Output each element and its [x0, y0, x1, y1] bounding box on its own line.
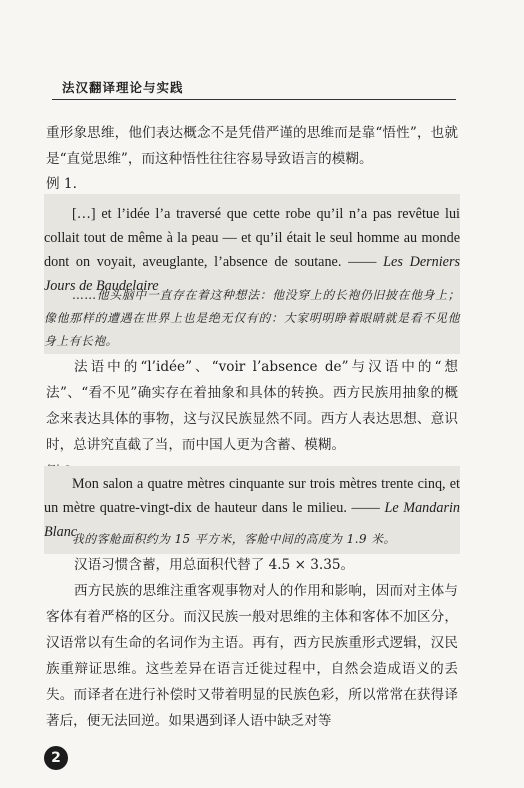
example-1-label: 例 1. [46, 176, 77, 192]
book-title: 法汉翻译理论与实践 [62, 80, 184, 95]
example-1-source: Les Derniers Jours de Baudelaire [44, 254, 461, 294]
paragraph-bottom: 西方民族的思维注重客观事物对人的作用和影响，因而对主体与客体有着严格的区分。而汉民族一般对思维的主体和客体不加区分，汉语常以有生命的名词作为主语。再有，西方民族重形式逻辑，汉民族重辩证思维。这些差异在语言迁徙过程中，自然会造成语义的丢失。而译者在进行补偿时又带着明显的民族色彩，所以常常在获得译著后，便无法回逆。如果遇到译人语中缺乏对等 [46, 583, 458, 729]
example-1-box [44, 194, 460, 354]
paragraph-mid: 法语中的“l’idée”、“voir l’absence de”与汉语中的“想法”、“看不见”确实存在着抽象和具体的转换。西方民族用抽象的概念来表达具体的事物，这与汉民族显然不同。西方人表达思想、意识时，总讲究直截了当，而中国人更为含蓄、模糊。 [46, 359, 458, 453]
page-number-badge: 2 [44, 746, 68, 770]
example-1-french-text: […] et l’idée l’a traversé que cette robe qu’il n’a pas revêtue lui collait tout de même à la peau — et qu’il était le seul homme au monde dont on voyait, aveuglante, l’absence de soutane. [44, 206, 460, 270]
paragraph-note: 汉语习惯含蓄，用总面积代替了 4.5 × 3.35。 [74, 557, 355, 573]
example-2-french-text: Mon salon a quatre mètres cinquante sur trois mètres trente cinq, et un mètre quatre-vingt-dix de hauteur dans le milieu. [44, 476, 460, 516]
example-1-source-dash: —— [348, 254, 377, 270]
example-2-source-dash: —— [351, 500, 380, 516]
example-2-box [44, 466, 460, 554]
running-header [52, 78, 456, 100]
example-2-chinese: 我的客舱面积约为 15 平方米，客舱中间的高度为 1.9 米。 [72, 532, 396, 546]
paragraph-top: 重形象思维，他们表达概念不是凭借严谨的思维而是靠“悟性”，也就是“直觉思维”，而这种悟性往往容易导致语言的模糊。 [46, 125, 458, 167]
example-1-chinese: ……他头脑中一直存在着这种想法：他没穿上的长袍仍旧披在他身上；像他那样的遭遇在世界上也是绝无仅有的：大家明明睁着眼睛就是看不见他身上有长袍。 [44, 288, 460, 348]
example-2-source: Le Mandarin Blanc [44, 500, 461, 540]
